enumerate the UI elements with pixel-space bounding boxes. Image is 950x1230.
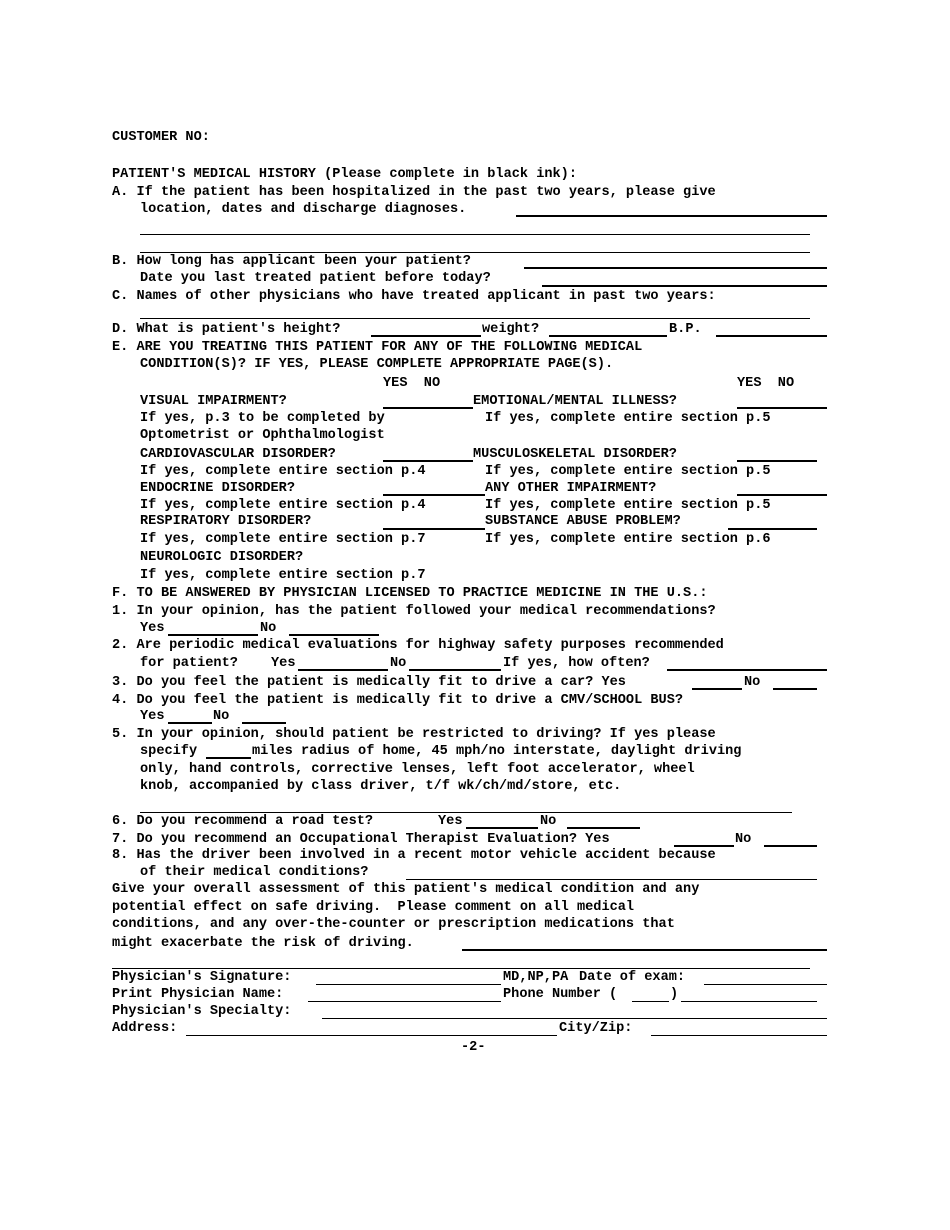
bp-label: B.P.: [669, 322, 702, 337]
signature-field[interactable]: [316, 984, 501, 985]
other-impairment-label: ANY OTHER IMPAIRMENT?: [485, 481, 657, 496]
question-4: 4. Do you feel the patient is medically fit to drive a CMV/SCHOOL BUS?: [112, 693, 684, 708]
other-impairment-note: If yes, complete entire section p.5: [485, 498, 771, 513]
q4-yes-field[interactable]: [168, 722, 212, 724]
q3-no-label: No: [744, 675, 761, 690]
section-f-title: F. TO BE ANSWERED BY PHYSICIAN LICENSED TO PRACTICE MEDICINE IN THE U.S.:: [112, 586, 708, 601]
section-e-line1: E. ARE YOU TREATING THIS PATIENT FOR ANY OF THE FOLLOWING MEDICAL: [112, 340, 643, 355]
q4-yes-label: Yes: [140, 709, 165, 724]
q3-yes-field[interactable]: [692, 688, 742, 690]
section-a-line2: location, dates and discharge diagnoses.: [140, 202, 467, 217]
cardiovascular-label: CARDIOVASCULAR DISORDER?: [140, 447, 336, 462]
phone-number-field[interactable]: [681, 1001, 817, 1002]
question-5-line4: knob, accompanied by class driver, t/f wk/ch/md/store, etc.: [140, 779, 622, 794]
q3-no-field[interactable]: [773, 688, 817, 690]
phone-label: Phone Number (: [503, 987, 618, 1002]
height-field[interactable]: [371, 335, 481, 337]
cardiovascular-field[interactable]: [383, 460, 473, 462]
question-7: 7. Do you recommend an Occupational Therapist Evaluation? Yes: [112, 832, 610, 847]
signature-label: Physician's Signature:: [112, 970, 292, 985]
q7-yes-field[interactable]: [674, 845, 734, 847]
hospitalization-field-1[interactable]: [516, 215, 827, 217]
bp-field[interactable]: [716, 335, 827, 337]
specialty-label: Physician's Specialty:: [112, 1004, 292, 1019]
q1-no-field[interactable]: [289, 634, 379, 636]
visual-note-1: If yes, p.3 to be completed by: [140, 411, 385, 426]
substance-abuse-field[interactable]: [728, 528, 817, 530]
q6-no-field[interactable]: [567, 827, 640, 829]
emotional-illness-label: EMOTIONAL/MENTAL ILLNESS?: [473, 394, 677, 409]
musculoskeletal-field[interactable]: [737, 460, 817, 462]
visual-note-2: Optometrist or Ophthalmologist: [140, 428, 385, 443]
address-field[interactable]: [186, 1035, 557, 1036]
endocrine-note: If yes, complete entire section p.4: [140, 498, 426, 513]
assessment-field-1[interactable]: [462, 949, 827, 951]
section-a-line1: A. If the patient has been hospitalized in the past two years, please give: [112, 185, 716, 200]
cardiovascular-note: If yes, complete entire section p.4: [140, 464, 426, 479]
question-8-line1: 8. Has the driver been involved in a recent motor vehicle accident because: [112, 848, 716, 863]
yes-no-header-left: YES NO: [383, 376, 441, 391]
musculoskeletal-note: If yes, complete entire section p.5: [485, 464, 771, 479]
address-label: Address:: [112, 1021, 178, 1036]
assessment-line2: potential effect on safe driving. Please comment on all medical: [112, 900, 635, 915]
visual-impairment-field[interactable]: [383, 407, 473, 409]
section-b-line2: Date you last treated patient before today?: [140, 271, 491, 286]
specialty-field[interactable]: [322, 1018, 827, 1019]
last-treated-date-field[interactable]: [542, 285, 827, 287]
question-6: 6. Do you recommend a road test?: [112, 814, 374, 829]
question-5-line1: 5. In your opinion, should patient be restricted to driving? If yes please: [112, 727, 716, 742]
customer-no-label: CUSTOMER NO:: [112, 130, 210, 145]
question-3: 3. Do you feel the patient is medically fit to drive a car? Yes: [112, 675, 626, 690]
q2-yes-field[interactable]: [298, 669, 388, 671]
exam-date-label: Date of exam:: [579, 970, 686, 985]
question-2-line2: for patient?: [140, 656, 238, 671]
respiratory-label: RESPIRATORY DISORDER?: [140, 514, 312, 529]
assessment-line3: conditions, and any over-the-counter or prescription medications that: [112, 917, 675, 932]
assessment-line1: Give your overall assessment of this patient's medical condition and any: [112, 882, 700, 897]
section-e-line2: CONDITION(S)? IF YES, PLEASE COMPLETE APPROPRIATE PAGE(S).: [140, 357, 614, 372]
q4-no-label: No: [213, 709, 230, 724]
q1-no-label: No: [260, 621, 277, 636]
substance-abuse-note: If yes, complete entire section p.6: [485, 532, 771, 547]
neurologic-label: NEUROLOGIC DISORDER?: [140, 550, 304, 565]
question-5-line3: only, hand controls, corrective lenses, left foot accelerator, wheel: [140, 762, 695, 777]
q5-restriction-field[interactable]: [140, 812, 792, 813]
q6-yes-label: Yes: [438, 814, 463, 829]
q1-yes-label: Yes: [140, 621, 165, 636]
phone-area-code-field[interactable]: [632, 1001, 669, 1002]
weight-label: weight?: [482, 322, 540, 337]
assessment-field-2[interactable]: [112, 968, 810, 969]
patient-duration-field[interactable]: [524, 267, 827, 269]
page-number: -2-: [461, 1040, 486, 1055]
q8-answer-field[interactable]: [406, 879, 817, 880]
endocrine-label: ENDOCRINE DISORDER?: [140, 481, 295, 496]
section-d-height-label: D. What is patient's height?: [112, 322, 341, 337]
q7-no-field[interactable]: [764, 845, 817, 847]
print-name-field[interactable]: [308, 1001, 501, 1002]
history-title: PATIENT'S MEDICAL HISTORY (Please complete in black ink):: [112, 167, 577, 182]
respiratory-note: If yes, complete entire section p.7: [140, 532, 426, 547]
emotional-illness-field[interactable]: [737, 407, 827, 409]
question-1: 1. In your opinion, has the patient followed your medical recommendations?: [112, 604, 716, 619]
assessment-line4: might exacerbate the risk of driving.: [112, 936, 414, 951]
phone-close-paren: ): [670, 987, 679, 1002]
city-zip-field[interactable]: [651, 1035, 827, 1036]
section-b-line1: B. How long has applicant been your patient?: [112, 254, 471, 269]
other-impairment-field[interactable]: [737, 494, 827, 496]
q2-no-field[interactable]: [409, 669, 501, 671]
question-5-line2: miles radius of home, 45 mph/no interstate, daylight driving: [252, 744, 742, 759]
credentials-label: MD,NP,PA: [503, 970, 569, 985]
q6-no-label: No: [540, 814, 557, 829]
city-zip-label: City/Zip:: [559, 1021, 633, 1036]
q6-yes-field[interactable]: [466, 827, 538, 829]
neurologic-note: If yes, complete entire section p.7: [140, 568, 426, 583]
visual-impairment-label: VISUAL IMPAIRMENT?: [140, 394, 287, 409]
q2-no-label: No: [390, 656, 407, 671]
q2-how-often-field[interactable]: [667, 669, 827, 671]
emotional-note: If yes, complete entire section p.5: [485, 411, 771, 426]
print-name-label: Print Physician Name:: [112, 987, 284, 1002]
weight-field[interactable]: [549, 335, 667, 337]
question-8-line2: of their medical conditions?: [140, 865, 369, 880]
hospitalization-field-3[interactable]: [140, 252, 810, 253]
other-physicians-field[interactable]: [140, 318, 810, 319]
respiratory-field[interactable]: [383, 528, 485, 530]
exam-date-field[interactable]: [704, 984, 827, 985]
substance-abuse-label: SUBSTANCE ABUSE PROBLEM?: [485, 514, 681, 529]
q5-miles-field[interactable]: [206, 757, 251, 759]
musculoskeletal-label: MUSCULOSKELETAL DISORDER?: [473, 447, 677, 462]
q2-how-often-label: If yes, how often?: [503, 656, 650, 671]
q5-specify-label: specify: [140, 744, 198, 759]
hospitalization-field-2[interactable]: [140, 234, 810, 235]
question-2-line1: 2. Are periodic medical evaluations for highway safety purposes recommended: [112, 638, 724, 653]
q1-yes-field[interactable]: [168, 634, 258, 636]
q7-no-label: No: [735, 832, 752, 847]
endocrine-field[interactable]: [383, 494, 485, 496]
section-c-line1: C. Names of other physicians who have treated applicant in past two years:: [112, 289, 716, 304]
yes-no-header-right: YES NO: [737, 376, 795, 391]
q4-no-field[interactable]: [242, 722, 286, 724]
q2-yes-label: Yes: [271, 656, 296, 671]
